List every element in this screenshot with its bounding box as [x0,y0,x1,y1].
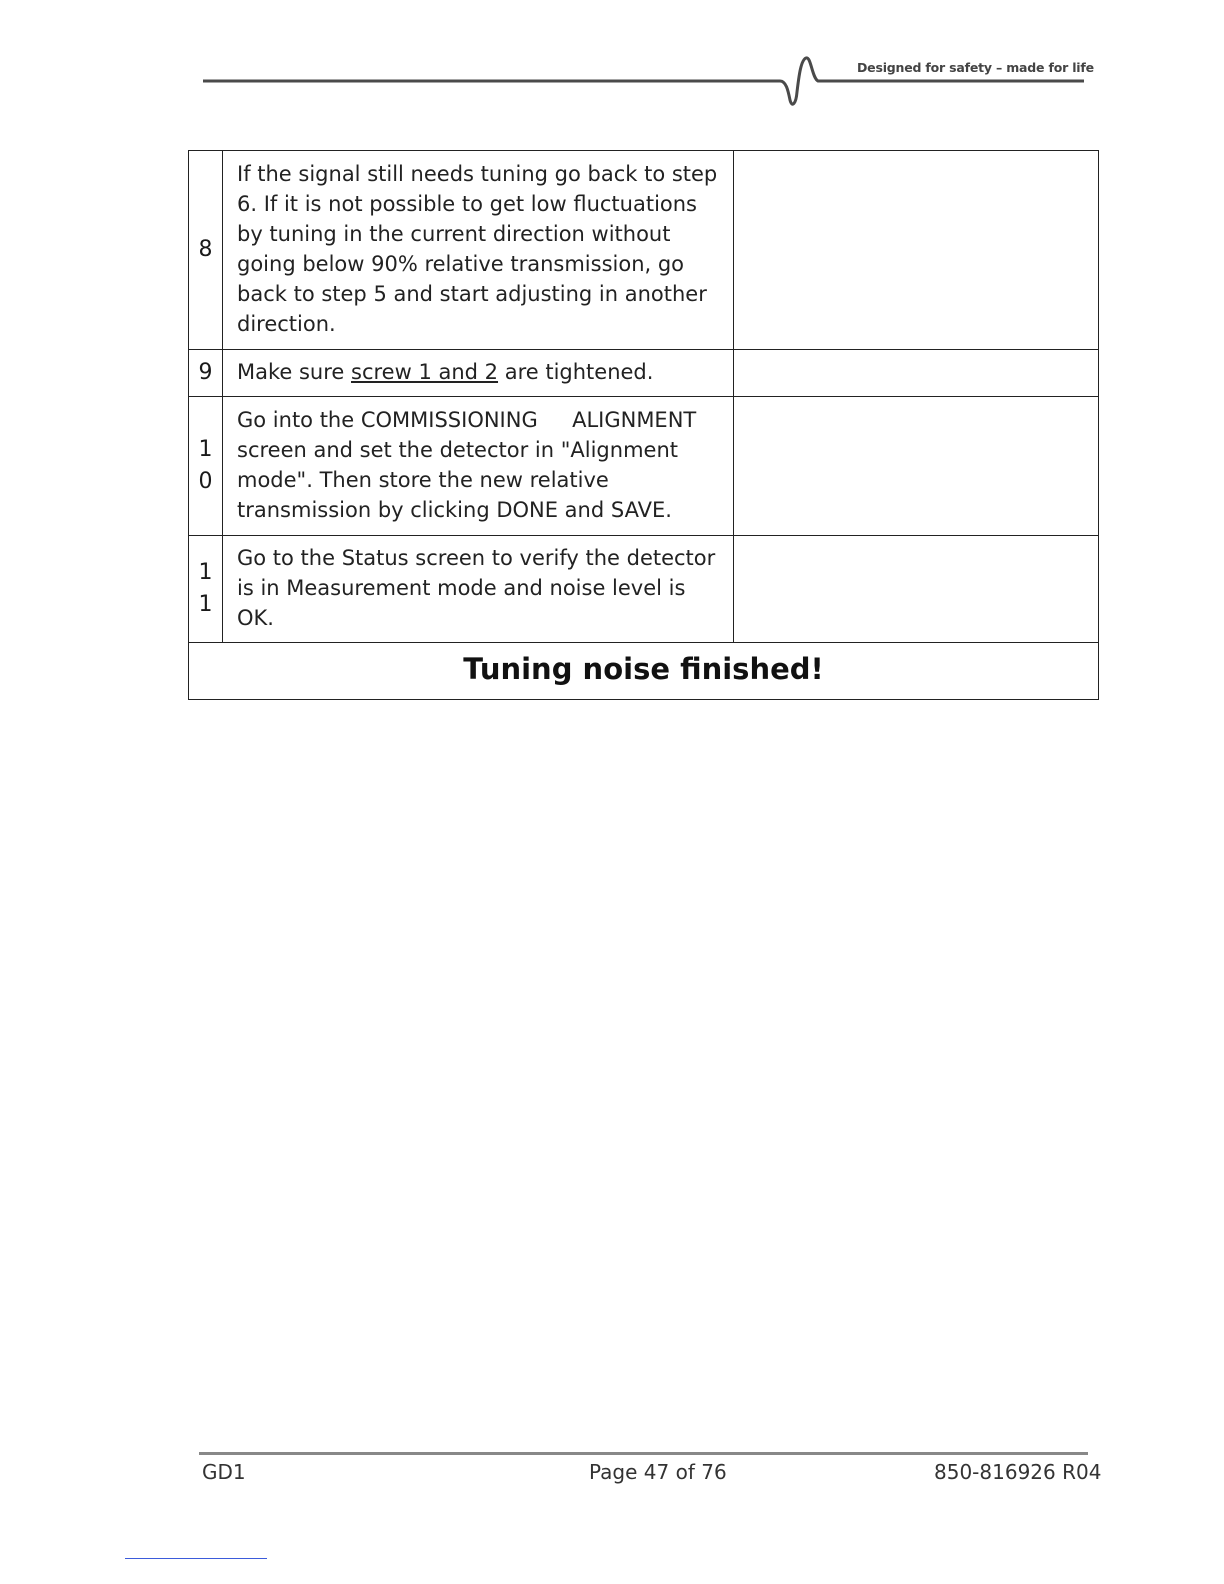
step-text: If the signal still needs tuning go back to step 6. If it is not possible to get low fluctuations by tuning in the current direction without going below 90% relative transmission, go back to step 5 and start adjusting in another direction. [223,151,734,350]
footer-divider [199,1452,1088,1455]
table-row [189,536,1099,643]
table-row [189,643,1099,700]
footer-product: GD1 [202,1460,246,1484]
step-text-part: Make sure [237,360,352,384]
footer-doc-number: 850-816926 R04 [934,1460,1102,1484]
step-number-digit: 1 [198,592,213,617]
table-row [189,350,1099,397]
bottom-link-underline [125,1558,267,1559]
step-text: Go into the COMMISSIONING ALIGNMENT screen and set the detector in "Alignment mode". Then store the new relative transmission by clicking DONE and SAVE. [223,397,734,536]
step-number-digit: 1 [198,560,213,585]
step-notes-cell [734,536,1099,643]
step-number [189,536,223,643]
step-number-digit: 0 [198,469,213,494]
step-number-digit: 9 [198,360,213,385]
table-row [189,397,1099,536]
finish-banner: Tuning noise finished! [189,643,1099,700]
table-row [189,151,1099,350]
step-number-digit: 1 [198,437,213,462]
step-notes-cell [734,350,1099,397]
step-text: Go to the Status screen to verify the detector is in Measurement mode and noise level is OK. [223,536,734,643]
footer-page-number: Page 47 of 76 [589,1460,727,1484]
step-notes-cell [734,151,1099,350]
step-notes-cell [734,397,1099,536]
step-text-part: are tightened. [498,360,654,384]
step-number [189,397,223,536]
step-text [223,350,734,397]
step-number-digit: 8 [198,237,213,262]
header-tagline: Designed for safety – made for life [857,60,1094,75]
underlined-screws: screw 1 and 2 [351,360,499,384]
page-header [0,0,1224,120]
step-number [189,350,223,397]
procedure-table [188,150,1099,700]
step-number [189,151,223,350]
